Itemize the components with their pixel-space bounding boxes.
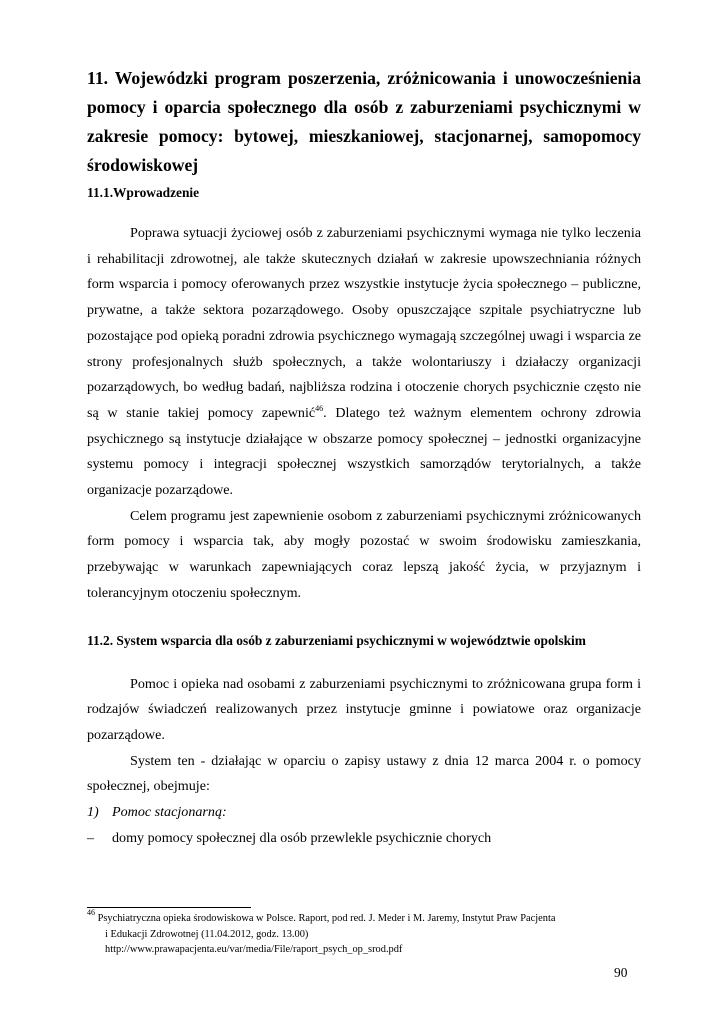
list-marker: 1) [87, 804, 99, 821]
support-paragraph-1: Pomoc i opieka nad osobami z zaburzeniami psychicznymi to zróżnicowana grupa form i rodzajów świadczeń realizowanych przez instytucje gminne i powiatowe oraz organizacje pozarządowe. [87, 675, 641, 743]
list-item-text: Pomoc stacjonarną: [112, 804, 227, 821]
list-marker: – [87, 829, 95, 846]
support-paragraph-2: System ten - działając w oparciu o zapisy ustawy z dnia 12 marca 2004 r. o pomocy społecznej, obejmuje: [87, 752, 641, 795]
intro-paragraph-1-text: Poprawa sytuacji życiowej osób z zaburzeniami psychicznymi wymaga nie tylko leczenia i rehabilitacji zdrowotnej, ale także skutecznych działań w zakresie upowszechniania różnych form wsparcia i pomocy oferowanych przez wszystkie instytucje życia społecznego – publiczne, prywatne, a także sektora pozarządowego. Osoby opuszczające szpitale psychiatryczne lub pozostające pod opieką poradni zdrowia psychicznego wymagają szczególnej uwagi i wsparcia ze strony profesjonalnych służb społecznych, a także wolontariuszy i działaczy organizacji pozarządowych, bo według badań, najbliższa rodzina i otoczenie chorych psychicznie często nie są w stanie takiej pomocy zapewnić [87, 225, 641, 421]
intro-paragraph-1-continuation: . Dlatego też ważnym elementem ochrony zdrowia psychicznego są instytucje działające w obszarze pomocy społecznej – jednostki organizacyjne systemu pomocy i integracji społecznej wszystkich samorządów terytorialnych, a także organizacje pozarządowe. [87, 404, 641, 499]
page-number: 90 [614, 965, 628, 980]
intro-paragraph-1 [87, 221, 641, 504]
list-item-stationary-help [87, 800, 641, 826]
footnote-text: Psychiatryczna opieka środowiskowa w Polsce. Raport, pod red. J. Meder i M. Jaremy, Instytut Praw Pacjenta [97, 913, 556, 924]
chapter-title: 11. Wojewódzki program poszerzenia, zróżnicowania i unowocześnienia pomocy i oparcia społecznego dla osób z zaburzeniami psychicznymi w zakresie pomocy: bytowej, mieszkaniowej, stacjonarnej, samopomocy środowiskowej [87, 68, 641, 175]
section-heading-support-system: 11.2. System wsparcia dla osób z zaburzeniami psychicznymi w województwie opolskim [87, 632, 586, 648]
footnote-divider [87, 907, 251, 908]
footnote-url-link[interactable]: http://www.prawapacjenta.eu/var/media/File/raport_psych_op_srod.pdf [105, 944, 403, 955]
intro-paragraph-2: Celem programu jest zapewnienie osobom z zaburzeniami psychicznymi zróżnicowanych form pomocy i wsparcia tak, aby mogły pozostać w swoim środowisku zamieszkania, przebywając w warunkach zapewniających coraz lepszą jakość życia, w przyjaznym i tolerancyjnym otoczeniu społecznym. [87, 507, 641, 601]
footnote-reference[interactable]: 46 [315, 403, 324, 413]
section-heading-introduction: 11.1.Wprowadzenie [87, 185, 200, 200]
page-content [87, 64, 641, 851]
footnote-line-1 [87, 908, 641, 927]
footnote-number: 46 [87, 908, 95, 917]
list-item-care-homes [87, 826, 641, 852]
list-item-text: domy pomocy społecznej dla osób przewlekle psychicznie chorych [112, 829, 492, 846]
footnote [87, 908, 641, 958]
footnote-line-2: i Edukacji Zdrowotnej (11.04.2012, godz. 13.00) [105, 928, 309, 940]
